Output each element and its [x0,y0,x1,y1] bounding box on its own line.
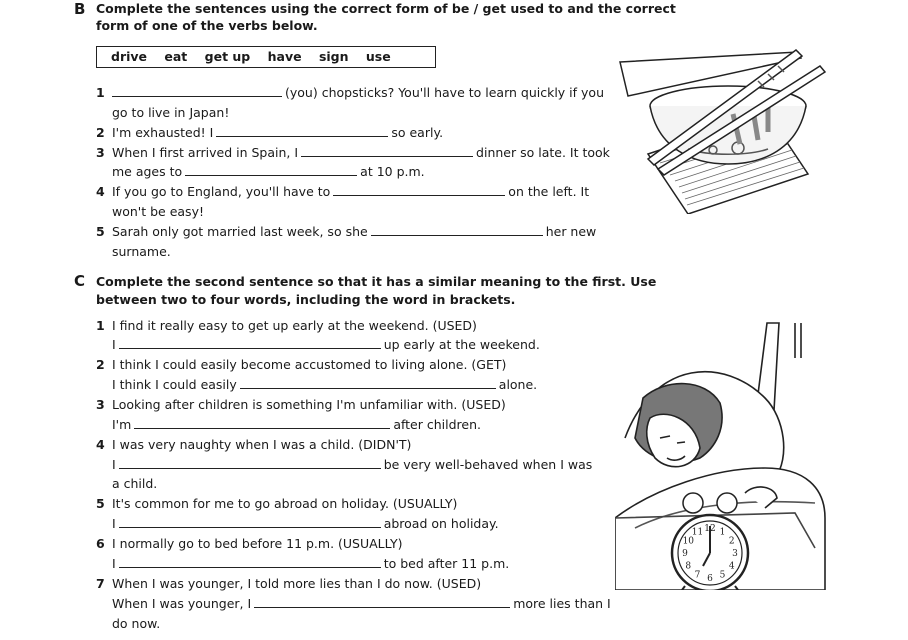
answer-blank[interactable] [119,515,381,528]
c-item-5-question: It's common for me to go abroad on holiday. (USUALLY) [112,496,458,511]
word-box [96,46,436,68]
c-item-6-question: I normally go to bed before 11 p.m. (USUALLY) [112,536,403,551]
c-item-2-question: I think I could easily become accustomed to living alone. (GET) [112,357,507,372]
c-item-7-text-a: When I was younger, I [112,596,252,611]
c-item-1-number: 1 [96,318,105,333]
answer-blank[interactable] [333,183,505,196]
clock-numeral: 7 [694,570,701,581]
answer-blank[interactable] [371,223,543,236]
section-c-instruction-line2: between two to four words, including the word in brackets. [96,292,516,307]
answer-blank[interactable] [119,336,381,349]
c-item-3-text-b: after children. [393,417,481,432]
clock-numeral: 1 [719,527,726,538]
c-item-5-answer-line [112,515,499,533]
word-get-up: get up [204,49,251,64]
c-item-4-question: I was very naughty when I was a child. (DIDN'T) [112,437,412,452]
clock-numeral: 4 [728,561,735,572]
b-item-1-line [112,84,604,102]
c-item-7-text-b: more lies than I [513,596,611,611]
word-have: have [267,49,302,64]
word-use: use [365,49,391,64]
word-drive: drive [111,49,148,64]
answer-blank[interactable] [216,124,388,137]
b-item-1-text: (you) chopsticks? You'll have to learn quickly if you [285,85,604,100]
c-item-4-answer-line [112,456,592,474]
section-c-instruction-line1: Complete the second sentence so that it has a similar meaning to the first. Use [96,274,657,289]
b-item-2-number: 2 [96,125,105,140]
section-b-letter: B [74,0,86,18]
answer-blank[interactable] [119,555,381,568]
b-item-1-number: 1 [96,85,105,100]
b-item-3-text-c2: at 10 p.m. [360,164,425,179]
b-item-2-text-a: I'm exhausted! I [112,125,214,140]
c-item-3-text-a: I'm [112,417,132,432]
c-item-3-number: 3 [96,397,105,412]
c-item-2-text-b: alone. [498,377,538,392]
c-item-7-number: 7 [96,576,105,591]
clock-numeral: 2 [728,536,735,547]
clock-numeral: 5 [719,570,726,581]
sleeping-woman-alarm-illustration [615,318,828,590]
answer-blank[interactable] [112,84,282,97]
b-item-1-cont: go to live in Japan! [112,105,230,120]
clock-numeral: 9 [682,549,688,559]
answer-blank[interactable] [134,416,390,429]
b-item-3-text-b: dinner so late. It took [476,145,610,160]
c-item-7-answer-line [112,595,611,613]
c-item-1-text-b: up early at the weekend. [383,337,540,352]
c-item-2-text-a: I think I could easily [112,377,237,392]
b-item-3-cont [112,163,425,181]
b-item-3-line [112,144,610,162]
b-item-4-number: 4 [96,184,105,199]
c-item-4-text-a: I [112,457,116,472]
answer-blank[interactable] [119,456,381,469]
c-item-7-question: When I was younger, I told more lies than I do now. (USED) [112,576,482,591]
c-item-1-question: I find it really easy to get up early at the weekend. (USED) [112,318,477,333]
b-item-5-line [112,223,596,241]
c-item-6-number: 6 [96,536,105,551]
word-eat: eat [164,49,188,64]
clock-numeral: 8 [685,561,692,572]
b-item-4-line [112,183,589,201]
c-item-4-cont: a child. [112,476,158,491]
word-sign: sign [318,49,349,64]
b-item-4-text-b: on the left. It [508,184,590,199]
answer-blank[interactable] [185,163,357,176]
c-item-6-text-b: to bed after 11 p.m. [383,556,510,571]
chopsticks-bowl-illustration [618,44,828,214]
c-item-4-text-b: be very well-behaved when I was [383,457,593,472]
b-item-3-text-c1: me ages to [112,164,183,179]
c-item-6-answer-line [112,555,509,573]
b-item-2-text-b: so early. [391,125,444,140]
c-item-3-question: Looking after children is something I'm unfamiliar with. (USED) [112,397,506,412]
b-item-5-number: 5 [96,224,105,239]
c-item-2-answer-line [112,376,537,394]
c-item-6-text-a: I [112,556,116,571]
clock-numeral: 10 [682,536,695,547]
c-item-5-text-b: abroad on holiday. [383,516,499,531]
clock-numeral: 11 [691,527,704,538]
b-item-3-text-a: When I first arrived in Spain, I [112,145,299,160]
c-item-2-number: 2 [96,357,105,372]
clock-numeral: 6 [707,574,713,584]
answer-blank[interactable] [301,144,473,157]
b-item-3-number: 3 [96,145,105,160]
b-item-2-line [112,124,443,142]
c-item-5-text-a: I [112,516,116,531]
clock-numeral: 12 [704,524,716,534]
section-b-instruction-line2: form of one of the verbs below. [96,18,318,33]
answer-blank[interactable] [240,376,496,389]
c-item-1-answer-line [112,336,540,354]
section-b-instruction-line1: Complete the sentences using the correct form of be / get used to and the correct [96,1,676,16]
clock-numeral: 3 [732,549,738,559]
b-item-5-text-b: her new [545,224,597,239]
c-item-7-cont: do now. [112,616,161,631]
section-c-letter: C [74,272,86,290]
c-item-1-text-a: I [112,337,116,352]
b-item-4-text-a: If you go to England, you'll have to [112,184,331,199]
answer-blank[interactable] [254,595,510,608]
c-item-4-number: 4 [96,437,105,452]
b-item-5-text-a: Sarah only got married last week, so she [112,224,368,239]
c-item-5-number: 5 [96,496,105,511]
b-item-5-cont: surname. [112,244,171,259]
b-item-4-cont: won't be easy! [112,204,204,219]
c-item-3-answer-line [112,416,481,434]
